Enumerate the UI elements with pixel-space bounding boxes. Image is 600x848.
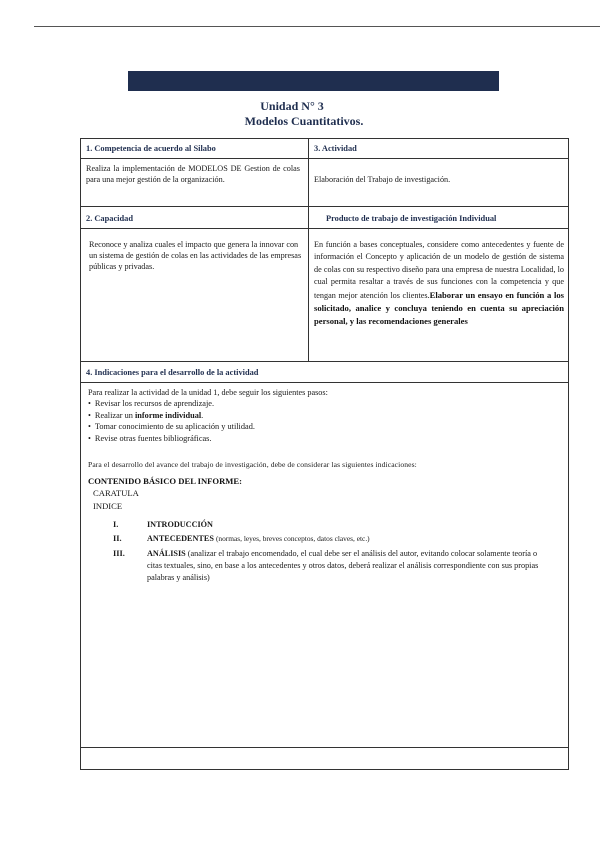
unit-subtitle: Modelos Cuantitativos.: [244, 114, 364, 128]
step-bold-text: informe individual: [135, 410, 202, 420]
page-title: [0, 99, 600, 129]
contenido-title: CONTENIDO BÁSICO DEL INFORME:: [88, 476, 242, 486]
capacidad-text: Reconoce y analiza cuales el impacto que genera la innovar con un sistema de gestión de colas en las actividades de las empresas públicas y privadas.: [89, 240, 302, 271]
avance-text: Para el desarrollo del avance del trabajo de investigación, debe de considerar las siguientes indicaciones:: [88, 460, 417, 469]
item-title: INTRODUCCIÓN: [147, 520, 213, 529]
item-number: III.: [113, 549, 125, 558]
step-text: Realizar un: [94, 410, 135, 420]
top-rule: [34, 26, 600, 27]
producto-header: Producto de trabajo de investigación Individual: [326, 214, 497, 223]
item-desc: (analizar el trabajo encomendado, el cual debe ser el análisis del autor, evitando colocar solamente teoría o citas textuales, sino, en base a los antecedentes y otros datos, deberá realizar el análisis correspondiente con sus propias palabras y análisis): [147, 549, 539, 582]
column-divider: [308, 139, 309, 361]
actividad-header: 3. Actividad: [314, 144, 357, 153]
item-title: ANTECEDENTES: [147, 534, 214, 543]
step-text: .: [201, 410, 204, 420]
step-item: • Revise otras fuentes bibliográficas.: [88, 433, 558, 445]
row-divider: [81, 228, 568, 229]
steps-list: [88, 398, 558, 444]
activity-table: [80, 138, 569, 770]
step-item: [88, 410, 558, 422]
item-number: II.: [113, 534, 122, 543]
caratula-label: CARATULA: [93, 488, 139, 498]
row-divider: [81, 158, 568, 159]
item-desc: (normas, leyes, breves conceptos, datos claves, etc.): [215, 534, 370, 543]
step-item: • Tomar conocimiento de su aplicación y utilidad.: [88, 421, 558, 433]
row-divider: [81, 747, 568, 748]
actividad-text: Elaboración del Trabajo de investigación.: [314, 175, 451, 184]
producto-bold-instruction: Elaborar un ensayo en función a los solicitado, analice y concluya teniendo en cuenta su apreciación personal, y las recomendaciones generales: [314, 289, 564, 327]
competencia-header: 1. Competencia de acuerdo al Silabo: [86, 144, 216, 153]
indice-label: INDICE: [93, 501, 123, 511]
row-divider: [81, 361, 568, 362]
competencia-text: Realiza la implementación de MODELOS DE Gestion de colas para una mejor gestión de la organización.: [86, 164, 300, 184]
row-divider: [81, 382, 568, 383]
item-title: ANÁLISIS: [147, 549, 186, 558]
unit-title: Unidad N° 3: [260, 99, 324, 113]
item-line: [147, 533, 547, 544]
producto-text: [314, 239, 564, 329]
indicaciones-body: [88, 387, 558, 513]
step-item: • Revisar los recursos de aprendizaje.: [88, 398, 558, 410]
indicaciones-header: 4. Indicaciones para el desarrollo de la actividad: [86, 368, 259, 377]
capacidad-header: 2. Capacidad: [86, 214, 134, 223]
item-line: [147, 548, 547, 584]
header-banner: [128, 71, 499, 91]
indicaciones-intro: Para realizar la actividad de la unidad 1, debe seguir los siguientes pasos:: [88, 388, 328, 397]
item-number: I.: [113, 520, 119, 529]
row-divider: [81, 206, 568, 207]
producto-body: En función a bases conceptuales, considere como antecedentes y fuente de información el Concepto y aplicación de un modelo de gestión de sistema de colas con su respectivo diseño para una empresa de nuestra Localidad, lo cual permita resaltar a través de sus funciones con la competencia y que tengan mejor atención los clientes.: [314, 240, 564, 300]
